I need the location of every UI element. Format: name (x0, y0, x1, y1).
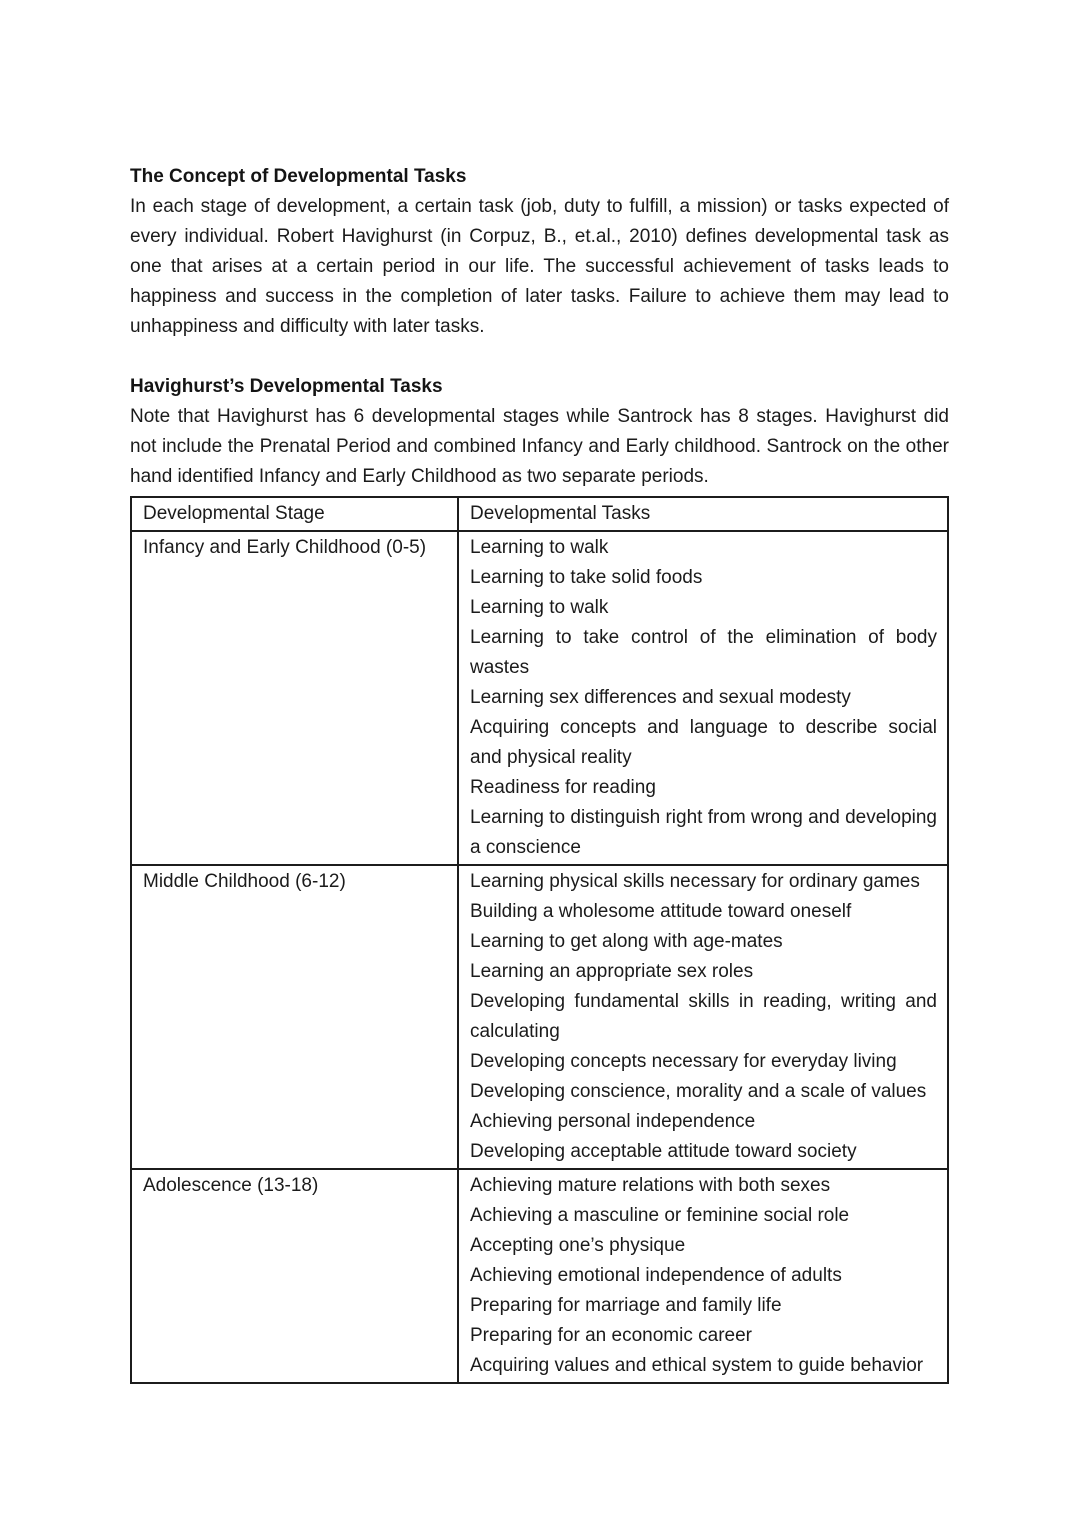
stage-cell: Middle Childhood (6-12) (131, 865, 458, 1169)
task-item: Learning physical skills necessary for ordinary games (470, 871, 920, 892)
task-item: Achieving personal independence (470, 1111, 756, 1132)
task-item: Preparing for marriage and family life (470, 1295, 782, 1316)
task-item: Developing fundamental skills in reading, writing and calculating (470, 991, 937, 1042)
task-item: Preparing for an economic career (470, 1325, 752, 1346)
section1-paragraph: In each stage of development, a certain task (job, duty to fulfill, a mission) or tasks expected of every individual. Robert Havighurst (in Corpuz, B., et.al., 2010) defines developmental task as one that arises at a certain period in our life. The successful achievement of tasks leads to happiness and success in the completion of later tasks. Failure to achieve them may lead to unhappiness and difficulty with later tasks. (130, 196, 949, 337)
section1-heading: The Concept of Developmental Tasks (130, 166, 467, 187)
task-item: Achieving emotional independence of adults (470, 1265, 842, 1286)
task-item: Developing concepts necessary for everyday living (470, 1051, 897, 1072)
task-item: Learning to distinguish right from wrong and developing a conscience (470, 807, 937, 858)
stage-cell: Infancy and Early Childhood (0-5) (131, 531, 458, 865)
tasks-cell (458, 865, 948, 1169)
task-item: Learning an appropriate sex roles (470, 961, 754, 982)
task-item: Acquiring concepts and language to describe social and physical reality (470, 717, 937, 768)
task-item: Learning to take solid foods (470, 567, 703, 588)
column-header-tasks: Developmental Tasks (458, 497, 948, 531)
table-row-infancy (131, 531, 948, 865)
section2-heading: Havighurst’s Developmental Tasks (130, 376, 443, 397)
column-header-stage: Developmental Stage (131, 497, 458, 531)
task-item: Achieving mature relations with both sexes (470, 1175, 831, 1196)
task-item: Developing acceptable attitude toward society (470, 1141, 857, 1162)
task-item: Learning to get along with age-mates (470, 931, 783, 952)
section2-paragraph: Note that Havighurst has 6 developmental stages while Santrock has 8 stages. Havighurst did not include the Prenatal Period and combined Infancy and Early childhood. Santrock on the other hand identified Infancy and Early Childhood as two separate periods. (130, 406, 949, 487)
table-row-middle-childhood (131, 865, 948, 1169)
task-item: Acquiring values and ethical system to guide behavior (470, 1355, 924, 1376)
task-item: Learning to take control of the elimination of body wastes (470, 627, 937, 678)
task-item: Developing conscience, morality and a scale of values (470, 1081, 927, 1102)
task-item: Learning to walk (470, 537, 609, 558)
stage-cell: Adolescence (13-18) (131, 1169, 458, 1383)
task-item: Achieving a masculine or feminine social role (470, 1205, 850, 1226)
task-item: Learning to walk (470, 597, 609, 618)
task-item: Building a wholesome attitude toward oneself (470, 901, 852, 922)
table-row-adolescence (131, 1169, 948, 1383)
task-item: Learning sex differences and sexual modesty (470, 687, 851, 708)
tasks-cell (458, 531, 948, 865)
developmental-tasks-table (130, 496, 949, 1384)
task-item: Accepting one’s physique (470, 1235, 686, 1256)
task-item: Readiness for reading (470, 777, 656, 798)
document-page (130, 162, 949, 1384)
tasks-cell (458, 1169, 948, 1383)
table-header-row (131, 497, 948, 531)
